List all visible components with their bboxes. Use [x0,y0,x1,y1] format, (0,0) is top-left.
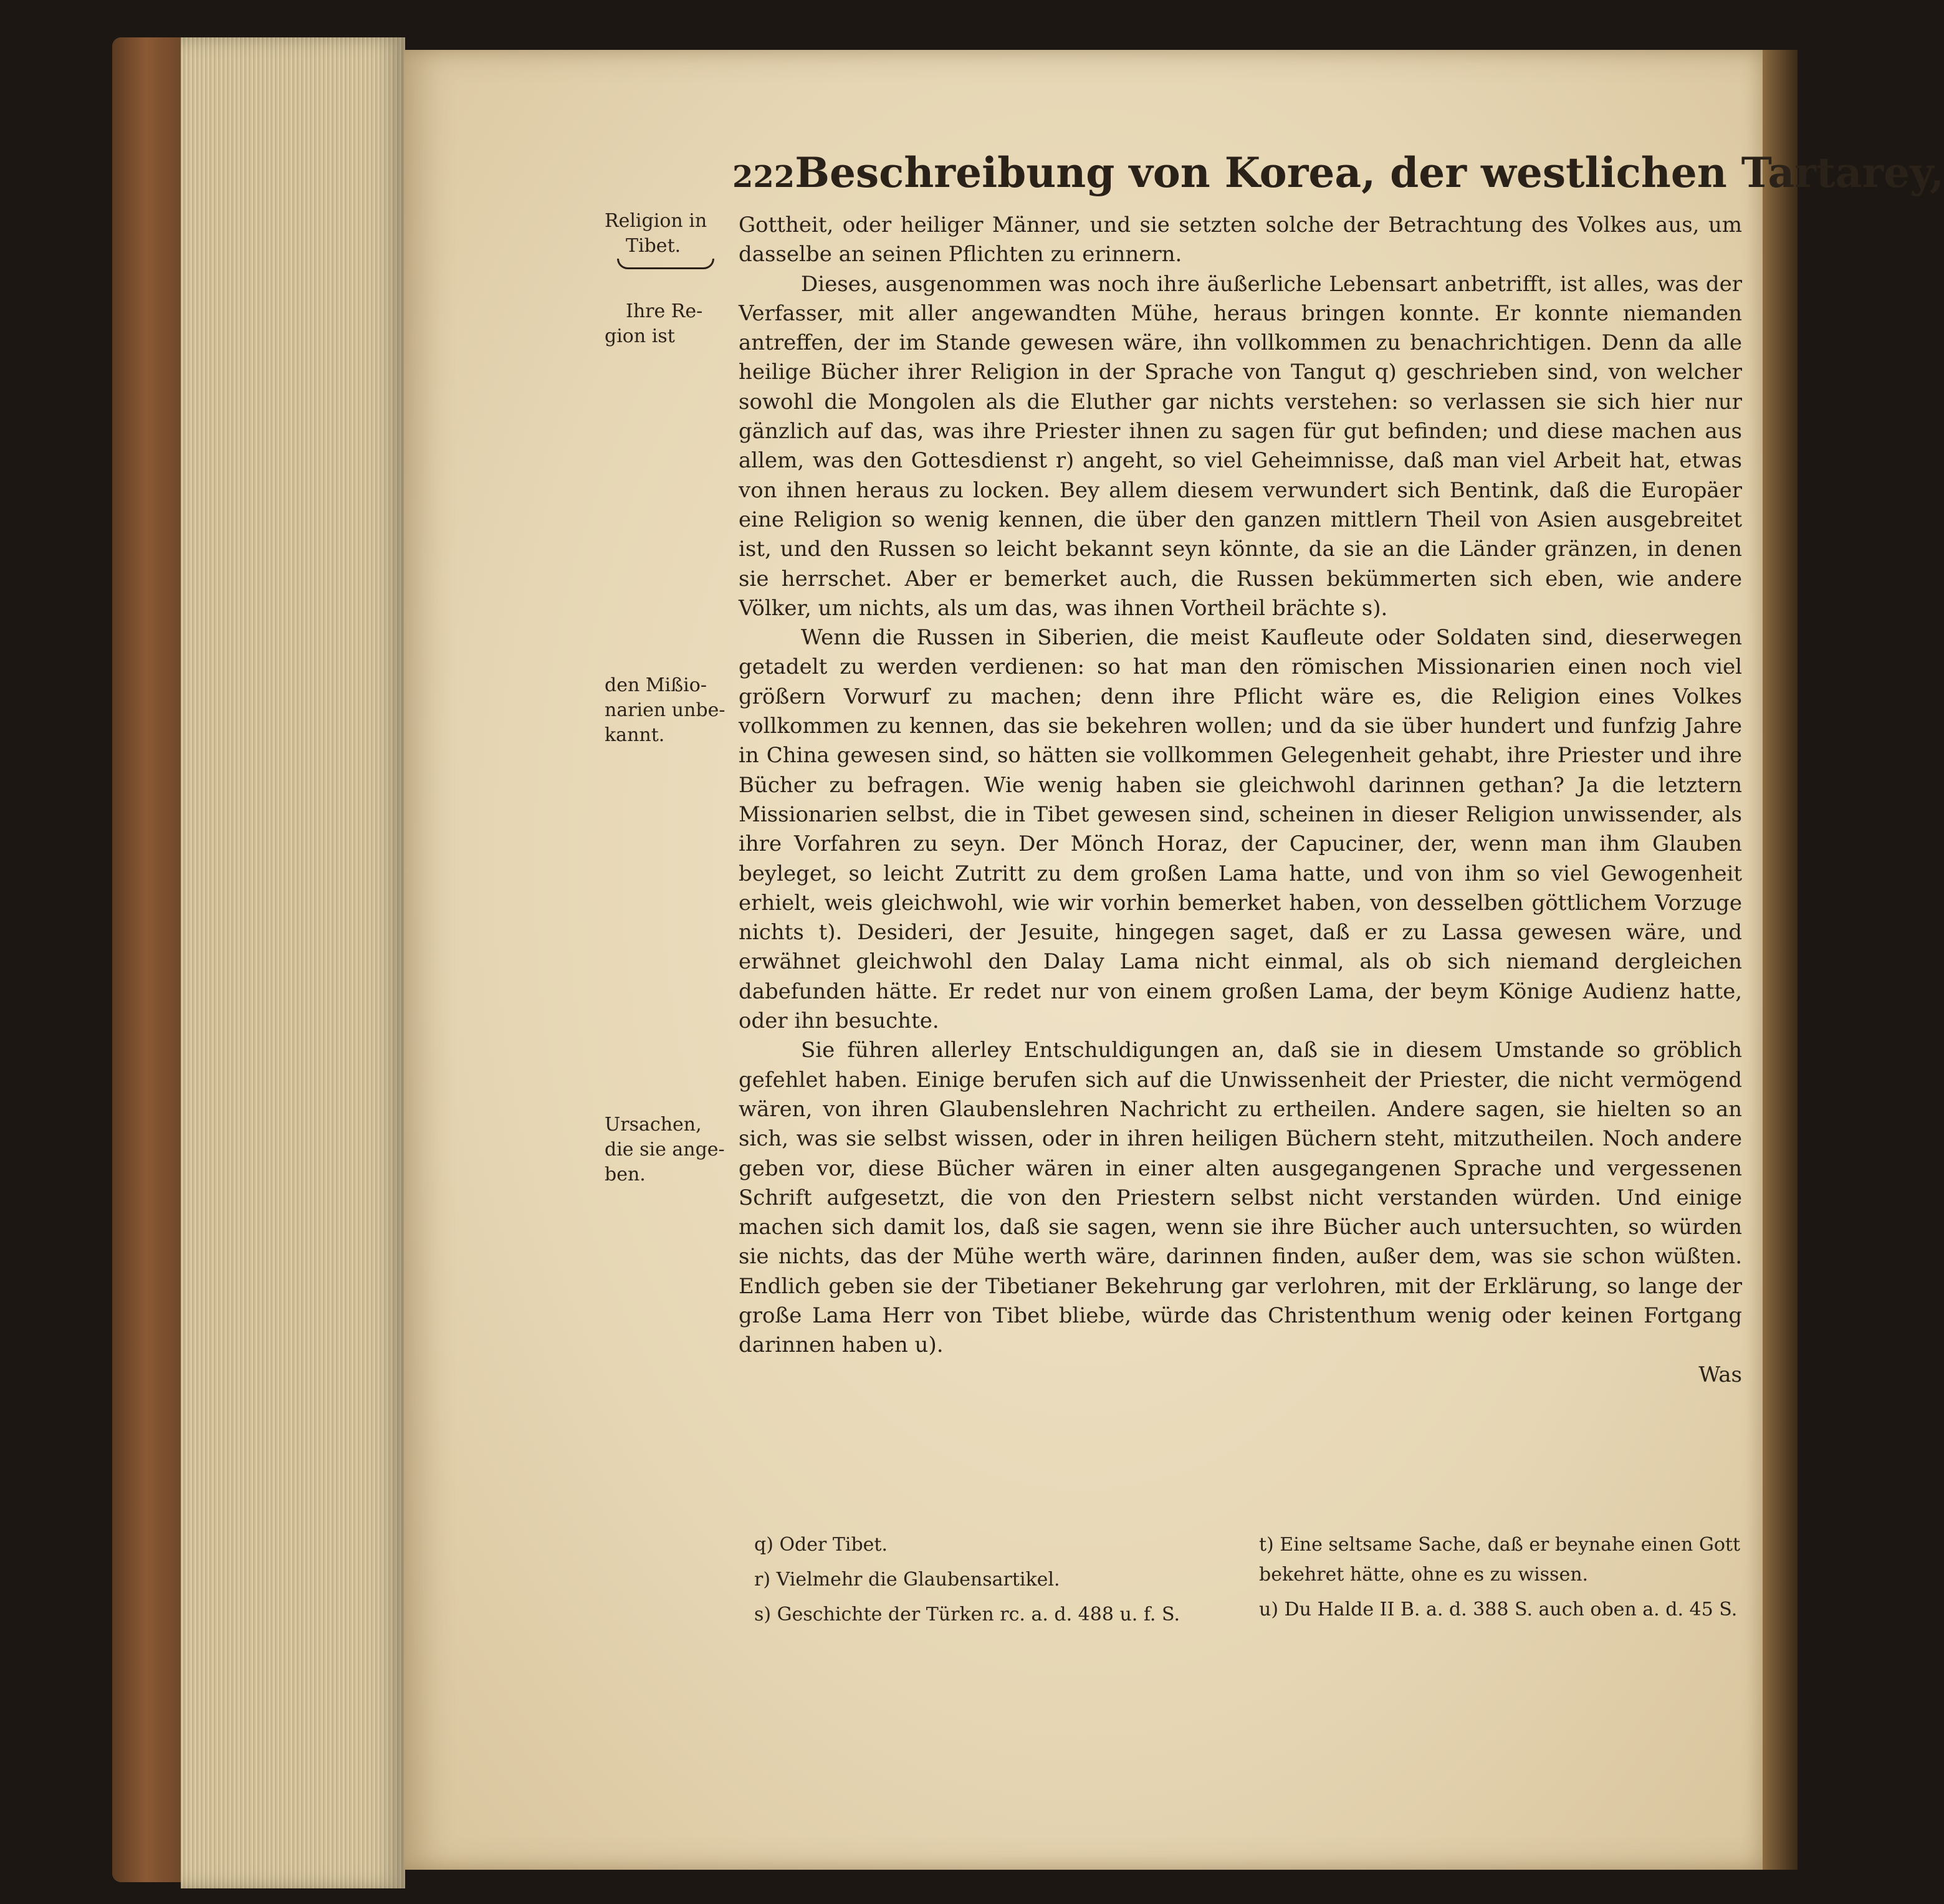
footnotes-left-column [754,1530,1247,1635]
margin-note-line: ben. [605,1164,646,1185]
page-number: 222 [732,160,795,194]
margin-note-missionaries [605,673,729,748]
margin-note-line: die sie ange- [605,1139,725,1160]
footnotes-right-column [1259,1530,1751,1630]
paragraph: Sie führen allerley Entschuldigungen an, daß sie in diesem Umstande so gröblich gefehlet haben. Einige berufen sich auf die Unwissenheit der Priester, die nicht vermögend wären, von ihren Glaubenslehren Nachricht zu ertheilen. Andere sagen, sie hielten so an sich, was sie selbst wissen, oder in ihren heiligen Büchern steht, mitzutheilen. Noch andere geben vor, diese Bücher wären in einer alten ausgegangenen Sprache und vergessenen Schrift aufgesetzt, die von den Priestern selbst nicht verstanden würden. Und einige machen sich damit los, daß sie sagen, wenn sie ihre Bücher auch untersuchten, so würden sie nichts, das der Mühe werth wäre, darinnen finden, außer dem, was sie schon wüßten. Endlich geben sie der Tibetianer Bekehrung gar verlohren, mit der Erklärung, so lange der große Lama Herr von Tibet bliebe, würde das Christenthum wenig oder keinen Fortgang darinnen haben u). [739,1038,1742,1358]
page-stack-edges [181,37,405,1888]
main-text [739,211,1742,1390]
margin-note-line: narien unbe- [605,699,725,721]
margin-note-line: kannt. [605,724,665,746]
page-gutter-shadow [1763,50,1798,1870]
book-cover-edge [112,37,187,1882]
margin-note-line: gion ist [605,325,675,347]
paragraph: Dieses, ausgenommen was noch ihre äußerliche Lebensart anbetrifft, ist alles, was der Verfasser, mit aller angewandten Mühe, heraus bringen konnte. Er konnte niemanden antreffen, der im Stande gewesen wäre, ihn vollkommen zu benachrichtigen. Denn da alle heilige Bücher ihrer Religion in der Sprache von Tangut q) geschrieben sind, von welcher sowohl die Mongolen als die Eluther gar nichts verstehen: so verlassen sie sich hier nur gänzlich auf das, was ihre Priester ihnen zu sagen für gut befinden; und diese machen aus allem, was den Gottesdienst r) angeht, so viel Geheimnisse, daß man viel Arbeit hat, etwas von ihnen heraus zu locken. Bey allem diesem verwundert sich Bentink, daß die Europäer eine Religion so wenig kennen, die über den ganzen mittlern Theil von Asien ausgebreitet ist, und den Russen so leicht bekannt seyn könnte, da sie an die Länder gränzen, in denen sie herrschet. Aber er bemerket auch, die Russen bekümmerten sich eben, wie andere Völker, um nichts, als um das, was ihnen Vortheil brächte s). [739,271,1742,621]
margin-notes [605,209,729,1580]
margin-note-reasons [605,1112,729,1187]
running-title: Beschreibung von Korea, der westlichen Tartarey, [795,148,1944,197]
margin-note-line: den Mißio- [605,674,707,696]
margin-note-line: Religion in [605,210,707,232]
paragraph: Wenn die Russen in Siberien, die meist Kaufleute oder Soldaten sind, dieserwegen getadelt zu werden verdienen: so hat man den römischen Missionarien einen noch viel größern Vorwurf zu machen; denn ihre Pflicht wäre es, die Religion eines Volkes vollkommen zu kennen, das sie bekehren wollen; und da sie über hundert und funfzig Jahre in China gewesen sind, so hätten sie vollkommen Gelegenheit gehabt, ihre Priester und ihre Bücher zu befragen. Wie wenig haben sie gleichwohl darinnen gethan? Ja die letztern Missionarien selbst, die in Tibet gewesen sind, scheinen in dieser Religion unwissender, als ihre Vorfahren zu seyn. Der Mönch Horaz, der Capuciner, der, wenn man ihm Glauben beyleget, so leicht Zutritt zu dem großen Lama hatte, und von ihm so viel Gewogenheit erhielt, weis gleichwohl, wie wir vorhin bemerket haben, von desselben göttlichem Vorzuge nichts t). Desideri, der Jesuite, hingegen saget, daß er zu Lassa gewesen wäre, und erwähnet gleichwohl den Dalay Lama nicht einmal, als ob sich niemand dergleichen dabefunden hätte. Er redet nur von einem großen Lama, der beym Könige Audienz hatte, oder ihn besuchte. [739,625,1742,1034]
footnote: s) Geschichte der Türken rc. a. d. 488 u. f. S. [754,1604,1180,1625]
margin-note-line: Ursachen, [605,1114,702,1136]
footnote: r) Vielmehr die Glaubensartikel. [754,1569,1060,1591]
margin-note-line: Tibet. [626,235,681,257]
paragraph: Gottheit, oder heiliger Männer, und sie setzten solche der Betrachtung des Volkes aus, um dasselbe an seinen Pflichten zu erinnern. [739,213,1742,267]
page-header [732,148,1944,204]
footnote: u) Du Halde II B. a. d. 388 S. auch oben a. d. 45 S. [1259,1599,1738,1620]
margin-bracket [617,259,714,269]
catchword: Was [1698,1362,1742,1387]
footnote: t) Eine seltsame Sache, daß er beynahe einen Gott bekehret hätte, ohne es zu wissen. [1259,1534,1741,1586]
margin-note-line: Ihre Re- [626,300,703,322]
margin-note-religion-is [605,299,729,349]
margin-note-religion-tibet [605,209,729,269]
footnote: q) Oder Tibet. [754,1534,888,1556]
